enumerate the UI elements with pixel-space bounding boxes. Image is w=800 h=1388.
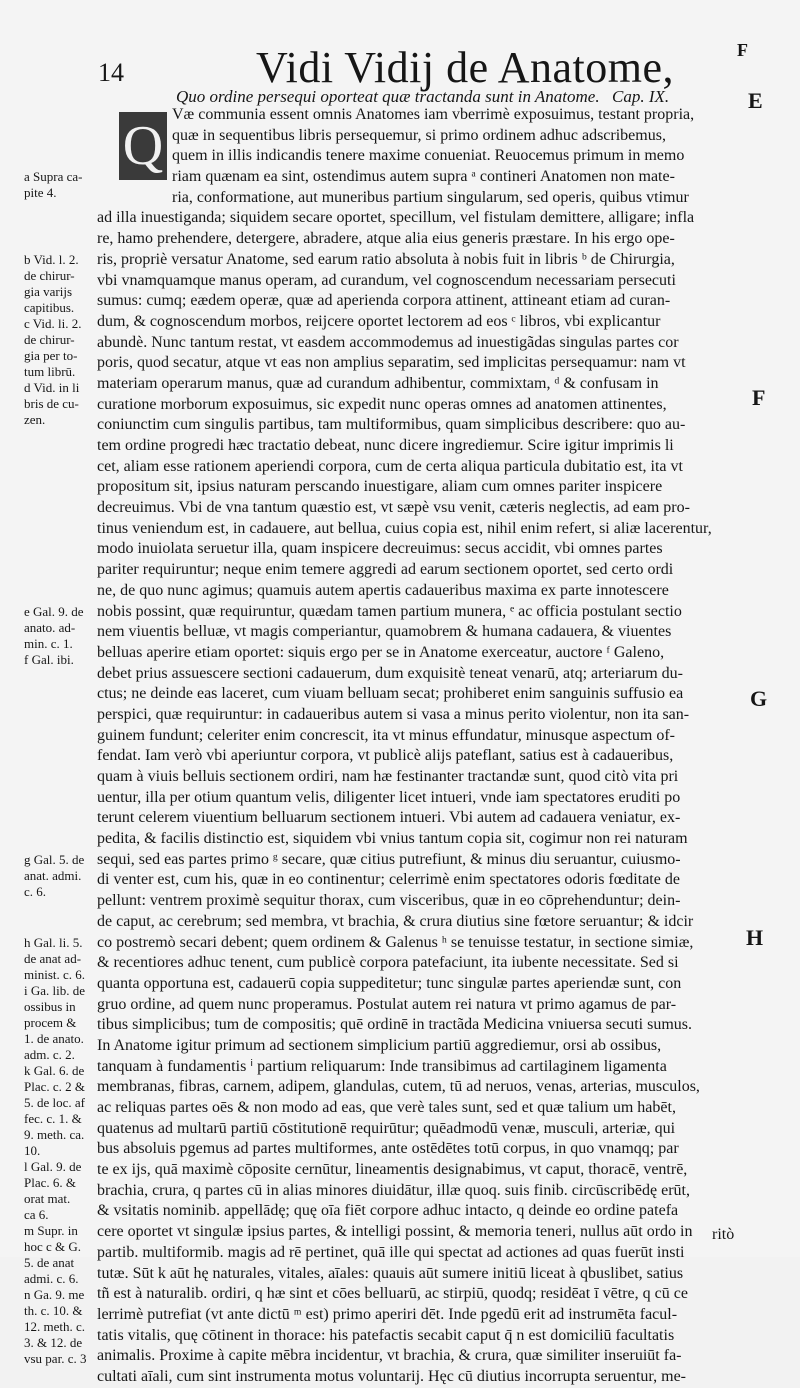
text-line: vbi vnamquamque manus operam, ad curandum, vel cognoscendum necessariam persecuti: [97, 271, 676, 289]
edge-mark-f2: F: [752, 385, 766, 410]
text-line: tibus simplicibus; tum de compositis; quē ordinē in tractãda Medicina vniuersa secuti sumus.: [97, 1016, 693, 1034]
chapter-label: Cap. IX.: [612, 87, 670, 106]
text-line: quatenus ad multarū partiū cōstitutionē requirūtur; quēadmodū venæ, musculi, arteriæ, qui: [97, 1119, 676, 1137]
text-line: animalis. Proxime à capite mēbra incidentur, vt brachia, & crura, quæ similiter inseruiūt fa-: [97, 1347, 682, 1365]
running-title: Vidi Vidij de Anatome,: [256, 43, 674, 92]
text-line: tanquam à fundamentis ⁱ partium reliquarum: Inde transibimus ad cartilaginem ligamenta: [97, 1057, 667, 1075]
text-line: ac reliquas partes oēs & non modo ad eas, que verè tales sunt, sed et quæ talium um habēt,: [97, 1099, 676, 1116]
text-line: ris, propriè versatur Anatome, sed earum ratio absoluta à nobis fuit in libris ᵇ de Chirurgia,: [97, 250, 675, 268]
text-line: dum, & cognoscendum morbos, reijcere oportet lectorem ad eos ᶜ libros, vbi explicantur: [97, 312, 661, 330]
text-line: di venter est, cum his, quæ in eo continentur; celerrimè enim spectatores odoris fœditate de: [97, 871, 680, 889]
drop-cap-initial: Q: [119, 112, 167, 180]
text-line: co postremò secari debent; quem ordinem & Galenus ʰ se tenuisse testatur, in sectione simiæ,: [97, 933, 694, 951]
edge-mark-e: E: [748, 88, 763, 113]
text-line: bus absoluis pgemus ad partes multiformes, ante ostēdētes totū corpus, in quo vnamqq; par: [97, 1140, 679, 1158]
text-line: brachia, crura, q partes cū in alias minores diuidātur, illæ quoq. suis finib. circūscribēdę erūt,: [97, 1181, 690, 1199]
text-line: Væ communia essent omnis Anatomes iam vberrimè exposuimus, testant propria,: [172, 106, 695, 123]
text-line: te ex ijs, quā maximè cōposite cernūtur, lineamentis designabimus, vt caput, thoracē, ventrē,: [97, 1161, 688, 1179]
text-line: gruo ordine, ad quem nunc properamus. Postulat autem rei natura vt primo agamus de par-: [97, 995, 677, 1013]
text-line: & vsitatis nominib. appellādę; quę oīa fiēt corpore adhuc intacto, q deinde eo ordine patefa: [97, 1202, 679, 1220]
text-line: debet prius assuescere sectioni cadauerum, dum exquisitè teneat venarū, atq; arteriarum du-: [97, 664, 683, 682]
text-line: modo inuiolata seruetur illa, quam inspicere decreuimus: secus accidit, vbi omnes partes: [97, 540, 663, 558]
text-line: ne, de quo nunc agimus; quamuis autem apertis cadaueribus maxima ex parte innotescere: [97, 581, 669, 599]
text-line: poris, quod secatur, atque vt eas non amplius separatim, sed implicitas persequamur: nam vt: [97, 354, 686, 372]
text-line: partib. multiformib. magis ad rē pertinet, quā ille qui spectat ad actiones ad quas fuerūt insti: [97, 1243, 685, 1261]
text-line: quam à viuis belluis sectionem ordiri, nam hæ festinanter tractandæ sunt, quod citò vita pri: [97, 768, 679, 785]
text-line: In Anatome igitur primum ad sectionem simplicium partiū aggrediemur, orsi ab ossibus,: [97, 1036, 662, 1054]
text-line: & recentiores adhuc tenent, cum publicè corpora patefaciunt, ita iubente necessitate. Sed si: [97, 954, 679, 972]
main-text-block: [97, 105, 747, 1388]
text-line: nobis possint, quæ requiruntur, quædam tamen partium munera, ᵉ ac officia postulant sectio: [97, 602, 682, 620]
text-line: quanta opportuna est, cadauerū copia suppeditetur; tunc singulæ partes aperiendæ sunt, con: [97, 974, 682, 992]
text-line: re, hamo prehendere, detergere, abradere, atque alia eius generis præstare. In his ergo ope-: [97, 230, 675, 248]
text-line: uentur, illa per otium quantum velis, diligenter licet intueri, vnde iam spectatores eruditi po: [97, 788, 681, 806]
text-line: tñ est à naturalib. ordiri, q hæ sint et cōes belluarū, ac stirpiū, quodq; residēat ī vētre, q cū ce: [97, 1285, 688, 1303]
edge-mark-g: G: [750, 686, 768, 711]
catchword: ritò: [712, 1226, 735, 1243]
text-line: de caput, ac cerebrum; sed membra, vt brachia, & crura diutius sine fœtore seruantur; & idcir: [97, 912, 694, 930]
text-line: propositum sit, ipsius naturam perscando inuestigare, aliam cum omnes pariter inspicere: [97, 478, 663, 496]
text-line: quæ in sequentibus libris persequemur, si primo ordinem adhuc adscribemus,: [172, 126, 666, 144]
page-number: 14: [98, 58, 124, 87]
text-line: pellunt: ventrem proximè sequitur thorax, cum visceribus, quæ in eo cōprehenduntur; dein-: [97, 892, 681, 910]
edge-mark-f: F: [737, 40, 748, 60]
margin-note: e Gal. 9. de anato. ad- min. c. 1. f Gal. ibi.: [24, 603, 84, 667]
text-line: sequi, sed eas partes primo ᵍ secare, quæ citius putrefiunt, & minus diu seruantur, cuiusmo-: [97, 850, 681, 868]
text-line: riam quænam ea sint, ostendimus autem supra ᵃ contineri Anatomen non mate-: [172, 168, 675, 186]
text-line: tem ordine progredi hæc tractatio debeat, nunc dicere ingrediemur. Scire igitur imprimis li: [97, 437, 674, 454]
text-line: perspici, quæ requiruntur: in cadaueribus autem si vasa a minus perito violentur, non ita san-: [97, 705, 690, 723]
text-line: tinus veniendum est, in cadauere, aut bellua, cuius copia est, nihil enim refert, si aliæ lacerentur,: [97, 519, 712, 537]
text-line: pariter requiruntur; neque enim temere aggredi ad earum sectionem oportet, sed certo ordi: [97, 561, 674, 579]
margin-note: g Gal. 5. de anat. admi. c. 6.: [24, 852, 85, 900]
text-line: cere oportet vt singulæ ipsius partes, & intelligi possint, & memoria teneri, nullus aūt ordo in: [97, 1223, 693, 1241]
section-subtitle: Quo ordine persequi oporteat quæ tractanda sunt in Anatome.: [176, 87, 600, 106]
text-line: tatis vitalis, quę cōtinent in thorace: his patefactis secabit caput q̄ n est domiciliū facultatis: [97, 1326, 675, 1344]
text-line: abundè. Nunc tantum restat, vt easdem accommodemus ad inuestigãdas singulas partes cor: [97, 333, 679, 351]
text-line: cet, aliam esse rationem aperiendi corpora, cum de certa aliqua particula dubitatio est, ita vt: [97, 457, 683, 475]
text-line: belluas aperire etiam oportet: siquis ergo per se in Anatome exerceatur, auctore ᶠ Galeno,: [97, 643, 665, 661]
text-line: tutæ. Sūt k aūt hę naturales, vitales, aīales: quauis aūt sumere initiū liceat à qbuslibet, satius: [97, 1264, 684, 1282]
margin-note: h Gal. li. 5. de anat ad- minist. c. 6. i Ga. lib. de ossibus in procem & 1. de anato. adm. c. 2. k Gal. 6. de Plac. c. 2 & 5. de loc. af fec. c. 1. & 9. meth. ca. 10. l Gal. 9. de Plac. 6. & orat mat. ca 6. m Supr. in hoc c & G. 5. de anat admi. c. 6. n Ga. 9. me th. c. 10. & 12. meth. c. 3. & 12. de vsu par. c. 3: [24, 935, 87, 1366]
text-line: guinem fundunt; celeriter enim concrescit, ita vt minus effundatur, minusque aspectum of-: [97, 726, 676, 744]
text-line: pedita, & facilis distinctio est, siquidem vbi vnius tantum copia sit, cogimur non rei naturam: [97, 830, 688, 848]
text-line: quem in illis indicandis tenere maxime conueniat. Reuocemus primum in memo: [172, 147, 685, 165]
text-line: sumus: cumq; eædem operæ, quæ ad aperienda corpora attinent, attineant etiam ad curan-: [97, 292, 671, 310]
text-line: membranas, fibras, carnem, adipem, glandulas, cutem, tū ad neruos, venas, arterias, musculos,: [97, 1078, 700, 1096]
text-line: ctus; ne deinde eas laceret, cum viuam belluam secat; prohiberet enim sanguinis suffusio ea: [97, 685, 684, 703]
text-line: nem viuentis belluæ, vt magis comperiantur, quamobrem & humana cadauera, & viuentes: [97, 623, 672, 641]
text-line: coniunctim cum singulis partibus, tam multiformibus, quam simplicibus describere: quo au-: [97, 416, 686, 434]
text-line: fendat. Iam verò vbi aperiuntur corpora, vt publicè alijs pateflant, satius est à cadaueribus,: [97, 747, 674, 765]
text-line: ad illa inuestiganda; siquidem secare oportet, specillum, vel fistulam demittere, alligare; infla: [97, 209, 695, 227]
text-line: cultati aīali, cum sint instrumenta motus voluntarij. Hęc cū diutius incorrupta seruentur, me-: [97, 1367, 686, 1385]
margin-note: b Vid. l. 2. de chirur- gia varijs capitibus. c Vid. li. 2. de chirur- gia per to- tum librū. d Vid. in li bris de cu- zen.: [24, 251, 82, 427]
text-line: materiam operarum manus, quæ ad curandum adhibentur, commixtam, ᵈ & confusam in: [97, 374, 659, 392]
text-line: decreuimus. Vbi de vna tantum quæstio est, vt sæpè vsu venit, cæteris neglectis, ad eam pro-: [97, 499, 690, 517]
text-line: lerrimè putrefiat (vt ante dictū ᵐ est) primo aperiri dēt. Inde pgedū erit ad instrumēta facul-: [97, 1305, 678, 1323]
text-line: terunt celerem viuentium belluarum sectionem intueri. Vbi autem ad cadauera veniatur, ex-: [97, 809, 681, 827]
text-line: curatione morborum exposuimus, sic expedit nunc operas omnes ad anatomen attinentes,: [97, 395, 667, 413]
text-line: ria, conformatione, aut muneribus partium singularum, sed operis, quibus vtimur: [172, 188, 689, 206]
margin-note: a Supra ca- pite 4.: [24, 169, 83, 201]
edge-mark-h: H: [746, 925, 764, 950]
